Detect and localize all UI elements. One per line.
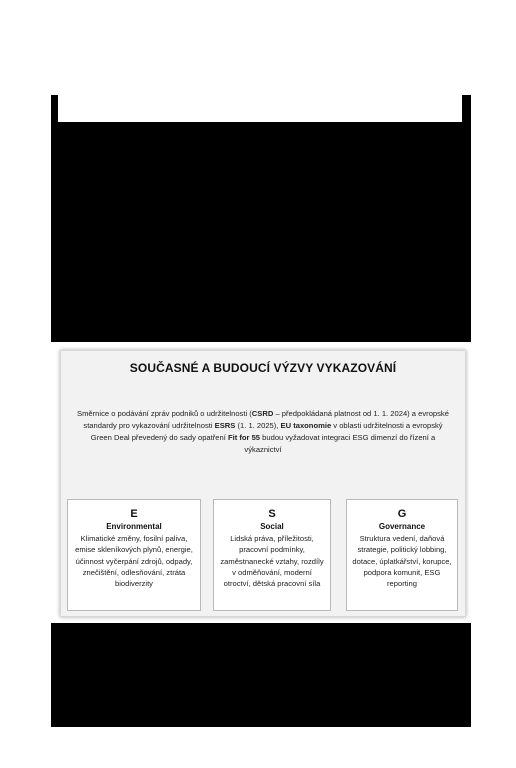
- paragraph-text: budou vyžadovat integraci ESG dimenzí do řízení a výkaznictví: [244, 433, 436, 454]
- card-name: Social: [260, 522, 284, 531]
- slide-title: SOUČASNÉ A BUDOUCÍ VÝZVY VYKAZOVÁNÍ: [129, 361, 397, 375]
- card-letter: E: [130, 508, 138, 520]
- esg-card-environmental: [67, 499, 201, 611]
- paragraph-text: Směrnice o podávání zpráv podniků o udržitelnosti (: [77, 409, 252, 418]
- card-letter: S: [268, 508, 276, 520]
- card-description: Klimatické změny, fosilní paliva, emise skleníkových plynů, energie, účinnost vyčerpání zdrojů, odpady, znečištění, odlesňování, ztráta biodiverzity: [75, 534, 193, 589]
- slide-paragraph: [73, 408, 453, 456]
- slide-panel: [60, 350, 466, 617]
- card-letter: G: [397, 508, 407, 520]
- white-strip: [58, 95, 462, 122]
- card-description: Lidská práva, příležitosti, pracovní podmínky, zaměstnanecké vztahy, rozdíly v odměňování, moderní otroctví, dětská pracovní síla: [220, 534, 324, 589]
- paragraph-text: – předpokládaná platnost od 1. 1. 2024) a evropské standardy pro vykazování udržitelnosti: [83, 409, 449, 430]
- esg-card-social: [213, 499, 331, 611]
- redacted-block-bottom: [51, 623, 471, 727]
- paragraph-bold-csrd: CSRD: [251, 409, 274, 418]
- esg-card-governance: [346, 499, 458, 611]
- paragraph-bold-taxonomy: EU taxonomie: [280, 421, 332, 430]
- redacted-block-top: [51, 95, 471, 342]
- paragraph-bold-esrs: ESRS: [214, 421, 236, 430]
- paragraph-text: (1. 1. 2025),: [235, 421, 281, 430]
- card-description: Struktura vedení, daňová strategie, politický lobbing, dotace, úplatkářství, korupce, podpora komunit, ESG reporting: [352, 534, 452, 589]
- card-name: Governance: [378, 522, 426, 531]
- paragraph-bold-fit55: Fit for 55: [227, 433, 261, 442]
- card-name: Environmental: [106, 522, 162, 531]
- paragraph-text: v oblasti udržitelnosti a evropský Green Deal převedený do sady opatření: [90, 421, 443, 442]
